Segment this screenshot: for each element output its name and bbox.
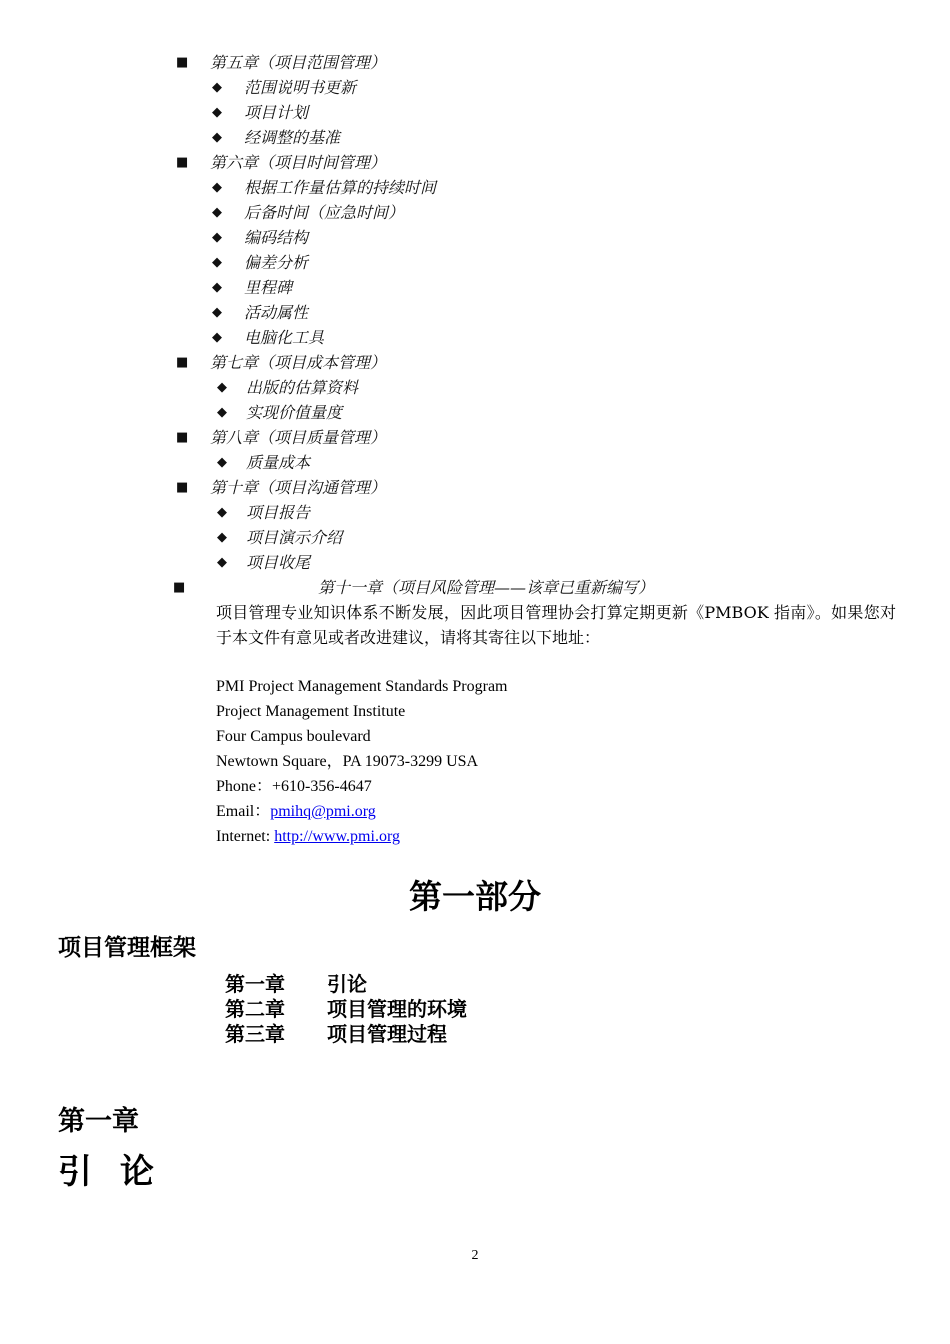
phone-number: +610-356-4647 [272, 778, 372, 795]
outline-item [0, 450, 950, 475]
outline-item [0, 550, 950, 575]
diamond-bullet-icon: ◆ [217, 505, 227, 520]
outline-item-text: 项目演示介绍 [246, 528, 343, 547]
internet-line [216, 824, 508, 849]
email-link[interactable]: pmihq@pmi.org [270, 803, 376, 820]
contact-address [216, 674, 508, 849]
outline-chapter [0, 475, 950, 500]
website-link[interactable]: http://www.pmi.org [274, 828, 400, 845]
outline-item [0, 300, 950, 325]
outline-item-text: 编码结构 [244, 228, 309, 247]
square-bullet-icon: ■ [176, 355, 189, 370]
email-label: Email： [216, 803, 271, 820]
toc-chapter-name: 项目管理过程 [327, 1022, 447, 1046]
diamond-bullet-icon: ◆ [217, 530, 227, 545]
diamond-bullet-icon: ◆ [212, 130, 222, 145]
diamond-bullet-icon: ◆ [217, 380, 227, 395]
diamond-bullet-icon: ◆ [212, 230, 222, 245]
chapter-outline [0, 50, 950, 600]
address-line: Four Campus boulevard [216, 728, 371, 745]
outline-chapter-title: 第七章（项目成本管理） [210, 353, 387, 372]
email-line [216, 799, 508, 824]
page-number: 2 [471, 1248, 479, 1263]
diamond-bullet-icon: ◆ [212, 280, 222, 295]
phone-label: Phone： [216, 778, 273, 795]
diamond-bullet-icon: ◆ [212, 305, 222, 320]
diamond-bullet-icon: ◆ [212, 180, 222, 195]
chapter-label: 第一章 [58, 1106, 139, 1137]
toc-chapter-name: 项目管理的环境 [327, 997, 467, 1021]
outline-chapter-title: 第十一章（项目风险管理——该章已重新编写） [318, 578, 655, 597]
outline-chapter [0, 150, 950, 175]
toc-chapter-name: 引论 [327, 972, 367, 996]
outline-chapter [0, 50, 950, 75]
outline-item [0, 225, 950, 250]
part-title: 第一部分 [409, 877, 541, 916]
outline-item [0, 75, 950, 100]
diamond-bullet-icon: ◆ [217, 405, 227, 420]
phone-line [216, 774, 508, 799]
outline-item [0, 200, 950, 225]
outline-item [0, 125, 950, 150]
internet-label: Internet: [216, 828, 275, 845]
diamond-bullet-icon: ◆ [217, 455, 227, 470]
outline-item-text: 质量成本 [246, 453, 311, 472]
diamond-bullet-icon: ◆ [212, 80, 222, 95]
outline-item [0, 175, 950, 200]
address-line: Newtown Square，PA 19073-3299 USA [216, 753, 479, 770]
square-bullet-icon: ■ [176, 430, 189, 445]
outline-chapter [0, 350, 950, 375]
part-subtitle: 项目管理框架 [58, 935, 196, 961]
diamond-bullet-icon: ◆ [212, 255, 222, 270]
square-bullet-icon: ■ [176, 55, 189, 70]
diamond-bullet-icon: ◆ [212, 330, 222, 345]
square-bullet-icon: ■ [173, 580, 186, 595]
outline-item-text: 范围说明书更新 [244, 78, 357, 97]
address-line: PMI Project Management Standards Program [216, 678, 508, 695]
outline-item-text: 项目计划 [244, 103, 309, 122]
square-bullet-icon: ■ [176, 480, 189, 495]
outline-chapter [0, 575, 950, 600]
outline-item-text: 出版的估算资料 [246, 378, 359, 397]
outline-item-text: 项目收尾 [246, 553, 311, 572]
outline-item-text: 实现价值量度 [246, 403, 343, 422]
toc-chapter-number: 第一章 [225, 972, 285, 996]
outline-item [0, 275, 950, 300]
outline-item-text: 活动属性 [244, 303, 309, 322]
outline-chapter-title: 第十章（项目沟通管理） [210, 478, 387, 497]
outline-item-text: 项目报告 [246, 503, 311, 522]
diamond-bullet-icon: ◆ [212, 205, 222, 220]
outline-item [0, 375, 950, 400]
outline-item-text: 电脑化工具 [244, 328, 325, 347]
square-bullet-icon: ■ [176, 155, 189, 170]
outline-chapter-title: 第六章（项目时间管理） [210, 153, 387, 172]
outline-item [0, 500, 950, 525]
feedback-paragraph: 项目管理专业知识体系不断发展，因此项目管理协会打算定期更新《PMBOK 指南》。如果您对于本文件有意见或者改进建议，请将其寄往以下地址： [216, 603, 896, 647]
outline-chapter-title: 第五章（项目范围管理） [210, 53, 387, 72]
diamond-bullet-icon: ◆ [217, 555, 227, 570]
outline-item [0, 525, 950, 550]
outline-item-text: 经调整的基准 [244, 128, 341, 147]
outline-item [0, 100, 950, 125]
outline-item [0, 325, 950, 350]
outline-item [0, 400, 950, 425]
address-line: Project Management Institute [216, 703, 406, 720]
toc-chapter-number: 第二章 [225, 997, 285, 1021]
outline-item-text: 里程碑 [244, 278, 293, 297]
outline-chapter-title: 第八章（项目质量管理） [210, 428, 387, 447]
diamond-bullet-icon: ◆ [212, 105, 222, 120]
outline-item-text: 根据工作量估算的持续时间 [244, 178, 437, 197]
outline-item-text: 后备时间（应急时间） [244, 203, 405, 222]
outline-chapter [0, 425, 950, 450]
chapter-title: 引 论 [58, 1152, 162, 1192]
outline-item [0, 250, 950, 275]
outline-item-text: 偏差分析 [244, 253, 309, 272]
toc-chapter-number: 第三章 [225, 1022, 285, 1046]
